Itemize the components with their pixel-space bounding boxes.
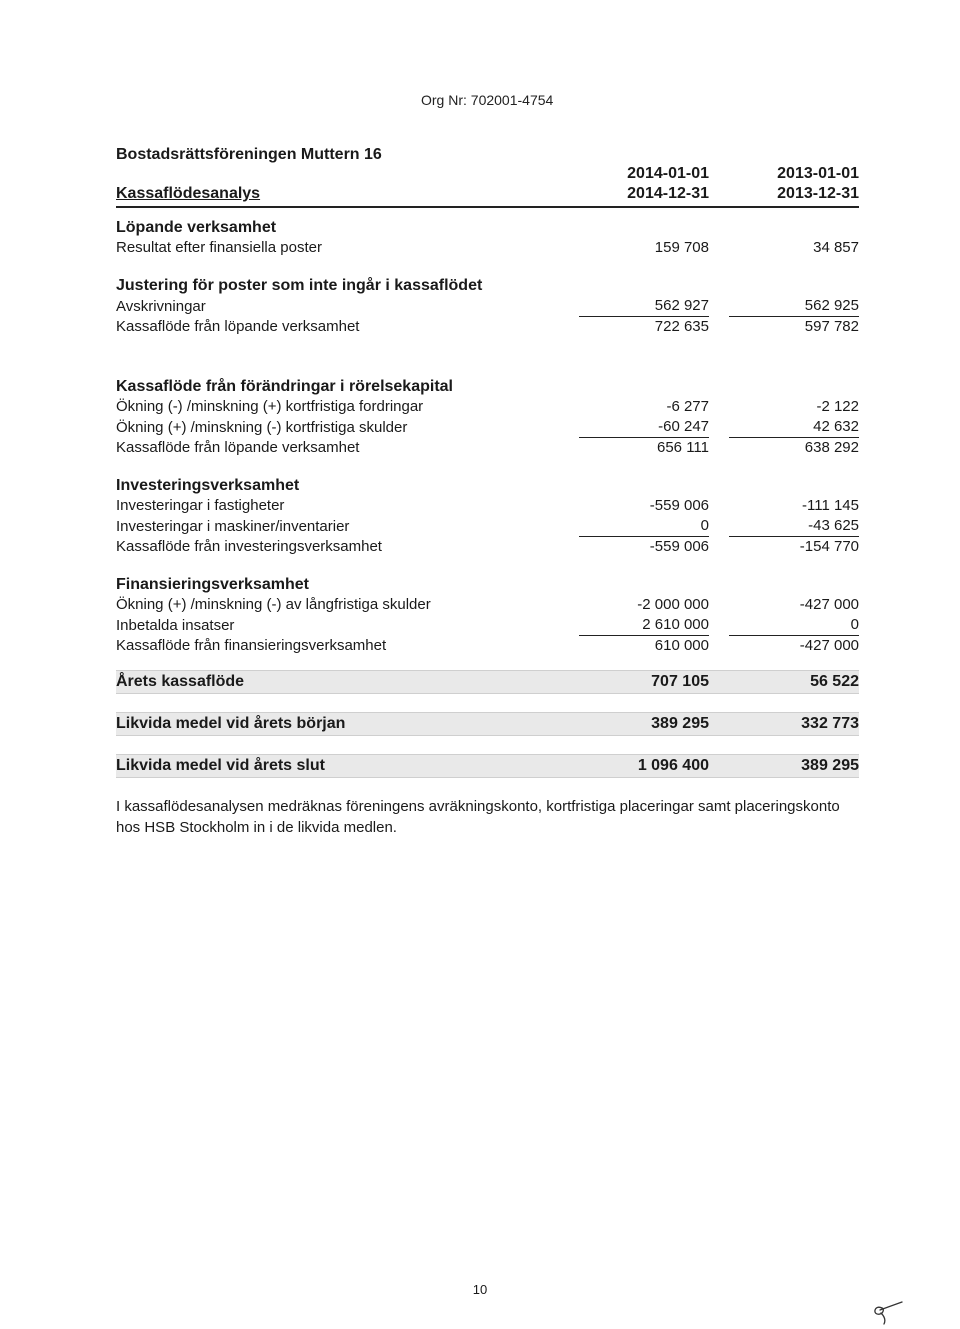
row-label: Ökning (+) /minskning (-) av långfristiga skulder [116,596,431,613]
value-2013: 56 522 [810,673,859,690]
value-2013: 638 292 [804,439,859,456]
summary-row-annual-cash-flow [116,670,859,694]
period-2013-from: 2013-01-01 [777,165,859,182]
table-row [116,317,859,337]
value-2014: 389 295 [651,715,709,732]
summary-row-opening-cash [116,712,859,736]
section-operating [116,218,859,258]
row-label: Resultat efter finansiella poster [116,239,322,256]
value-2013: -43 625 [729,516,859,537]
value-2014: 707 105 [651,673,709,690]
value-2014: 159 708 [654,239,709,256]
value-2013: 332 773 [801,715,859,732]
value-2014: 2 610 000 [579,615,709,636]
row-label: Investeringar i fastigheter [116,497,285,514]
table-row [116,238,859,258]
section-financing [116,575,859,656]
summary-row-closing-cash [116,754,859,778]
summary-list [116,670,859,778]
table-row [116,417,859,438]
row-label: Kassaflöde från finansieringsverksamhet [116,637,387,654]
summary-label: Likvida medel vid årets början [116,715,346,732]
table-row [116,615,859,636]
value-2014: 1 096 400 [637,757,709,774]
footnote: I kassaflödesanalysen medräknas föreningens avräkningskonto, kortfristiga placeringar samt placeringskonto hos HSB Stockholm in i de likvida medlen. [116,798,840,836]
association-name: Bostadsrättsföreningen Muttern 16 [116,146,382,163]
section-working-capital [116,377,859,458]
row-label: Investeringar i maskiner/inventarier [116,518,350,535]
value-2014: -6 277 [666,398,709,415]
row-label: Kassaflöde från löpande verksamhet [116,439,360,456]
statement-header [116,164,859,208]
cash-flow-report [116,144,859,838]
period-2013-to: 2013-12-31 [777,185,859,202]
value-2014: -60 247 [579,417,709,438]
section-title: Löpande verksamhet [116,219,277,236]
section-title: Justering för poster som inte ingår i kassaflödet [116,277,483,294]
section-title: Finansieringsverksamhet [116,576,309,593]
value-2014: -559 006 [649,497,709,514]
value-2013: 597 782 [804,318,859,335]
table-row [116,296,859,317]
table-row [116,595,859,615]
value-2014: -2 000 000 [637,596,709,613]
value-2014: 562 927 [579,296,709,317]
table-row [116,537,859,557]
row-label: Kassaflöde från löpande verksamhet [116,318,360,335]
period-2014 [579,164,709,204]
period-2014-from: 2014-01-01 [627,165,709,182]
signature-mark [868,1296,912,1326]
period-2013 [709,164,859,204]
value-2013: -154 770 [799,538,859,555]
row-label: Ökning (-) /minskning (+) kortfristiga fordringar [116,398,424,415]
row-label: Avskrivningar [116,298,206,315]
summary-label: Likvida medel vid årets slut [116,757,325,774]
section-adjustments [116,276,859,337]
value-2014: 722 635 [654,318,709,335]
period-2014-to: 2014-12-31 [627,185,709,202]
table-row [116,496,859,516]
value-2013: -427 000 [799,596,859,613]
value-2013: -111 145 [802,497,859,514]
table-row [116,516,859,537]
value-2014: 656 111 [657,439,709,456]
section-investing [116,476,859,557]
value-2014: -559 006 [649,538,709,555]
row-label: Kassaflöde från investeringsverksamhet [116,538,382,555]
page-number: 10 [472,1282,488,1297]
row-label: Ökning (+) /minskning (-) kortfristiga skulder [116,419,408,436]
value-2013: 0 [729,615,859,636]
summary-label: Årets kassaflöde [116,673,245,690]
value-2013: 34 857 [813,239,859,256]
value-2013: -2 122 [816,398,859,415]
value-2014: 0 [579,516,709,537]
value-2013: 562 925 [729,296,859,317]
table-row [116,397,859,417]
statement-title: Kassaflödesanalys [116,185,261,202]
value-2014: 610 000 [654,637,709,654]
value-2013: -427 000 [799,637,859,654]
table-row [116,438,859,458]
org-number: Org Nr: 702001-4754 [421,92,554,108]
row-label: Inbetalda insatser [116,617,235,634]
value-2013: 389 295 [801,757,859,774]
section-title: Investeringsverksamhet [116,477,300,494]
table-row [116,636,859,656]
value-2013: 42 632 [729,417,859,438]
section-title: Kassaflöde från förändringar i rörelsekapital [116,378,453,395]
